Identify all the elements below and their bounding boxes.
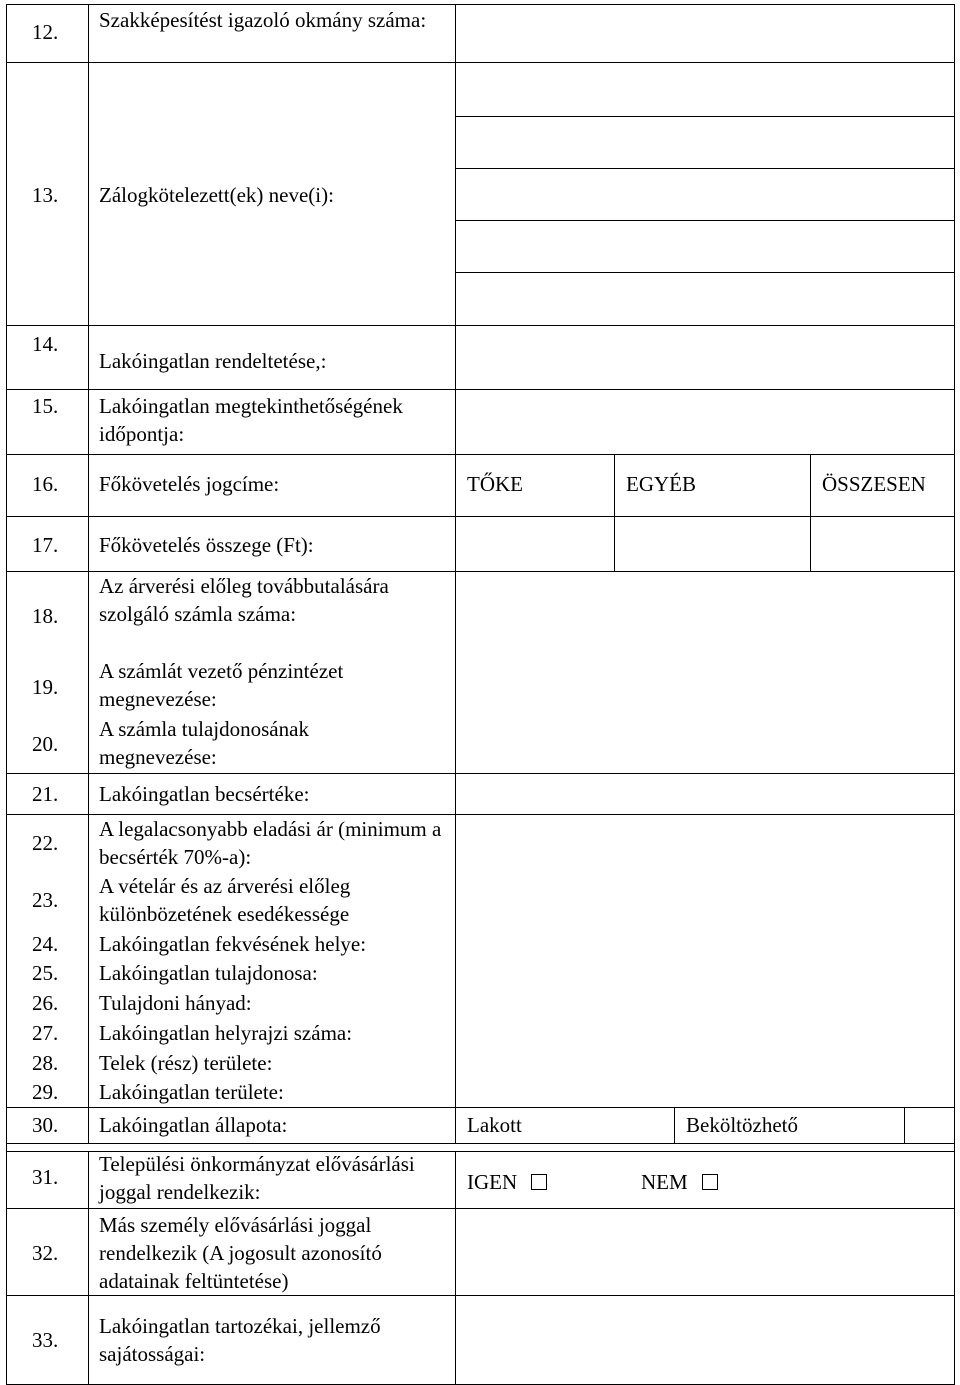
- row-23-label: A vételár és az árverési előleg különbözetének esedékessége: [99, 874, 351, 926]
- row-19-label: A számlát vezető pénzintézet megnevezése:: [99, 659, 344, 711]
- row-24-number: 24.: [32, 932, 59, 956]
- row-13-value-field[interactable]: [456, 63, 954, 325]
- row-15-value-field[interactable]: [456, 390, 954, 454]
- row-16-number: 16.: [32, 472, 59, 496]
- row-28-number: 28.: [32, 1051, 59, 1075]
- row-18-label: Az árverési előleg továbbutalására szolgáló számla száma:: [99, 574, 389, 626]
- row-17-label: Főkövetelés összege (Ft):: [99, 533, 314, 557]
- row-29-label: Lakóingatlan területe:: [99, 1080, 284, 1104]
- row-14-number: 14.: [32, 332, 59, 356]
- row-30-number: 30.: [32, 1113, 59, 1137]
- row-24-label: Lakóingatlan fekvésének helye:: [99, 932, 367, 956]
- row-18-number: 18.: [32, 604, 59, 628]
- row-33-label: Lakóingatlan tartozékai, jellemző sajátosságai:: [99, 1314, 381, 1366]
- row-33-value-field[interactable]: [456, 1296, 954, 1384]
- row-32-value-field[interactable]: [456, 1209, 954, 1295]
- row-13-number: 13.: [32, 183, 59, 207]
- row-25-label: Lakóingatlan tulajdonosa:: [99, 961, 318, 985]
- row-30-extra-cell[interactable]: [905, 1108, 954, 1143]
- row-21-label: Lakóingatlan becsértéke:: [99, 782, 310, 806]
- row-27-number: 27.: [32, 1021, 59, 1045]
- row-32-number: 32.: [32, 1241, 59, 1265]
- row-33-number: 33.: [32, 1328, 59, 1352]
- egyeb-amount-field[interactable]: [615, 517, 810, 571]
- header-egyeb: EGYÉB: [626, 472, 696, 496]
- row-26-label: Tulajdoni hányad:: [99, 991, 252, 1015]
- row-29-number: 29.: [32, 1080, 59, 1104]
- row-14-label: Lakóingatlan rendeltetése,:: [99, 349, 327, 373]
- row-19-number: 19.: [32, 675, 59, 699]
- row-12-number: 12.: [32, 20, 59, 44]
- row-20-number: 20.: [32, 732, 59, 756]
- option-lakott[interactable]: Lakott: [467, 1113, 522, 1137]
- igen-checkbox[interactable]: [531, 1174, 547, 1190]
- row-22-number: 22.: [32, 831, 59, 855]
- option-bekoltozheto[interactable]: Beköltözhető: [686, 1113, 798, 1137]
- option-nem-label: NEM: [641, 1170, 688, 1194]
- row-15-number: 15.: [32, 394, 59, 418]
- option-igen[interactable]: [467, 1168, 547, 1196]
- row-31-label: Települési önkormányzat elővásárlási joggal rendelkezik:: [99, 1152, 415, 1204]
- option-igen-label: IGEN: [467, 1170, 518, 1194]
- row-31-number: 31.: [32, 1165, 59, 1189]
- row-22-label: A legalacsonyabb eladási ár (minimum a becsérték 70%-a):: [99, 817, 442, 869]
- row-14-value-field[interactable]: [456, 326, 954, 389]
- row-16-label: Főkövetelés jogcíme:: [99, 472, 280, 496]
- row-13-label: Zálogkötelezett(ek) neve(i):: [99, 183, 334, 207]
- option-nem[interactable]: [641, 1168, 718, 1196]
- row-21-number: 21.: [32, 782, 59, 806]
- row-12-label: Szakképesítést igazoló okmány száma:: [99, 8, 427, 32]
- header-toke: TŐKE: [467, 472, 523, 496]
- row-23-number: 23.: [32, 888, 59, 912]
- toke-amount-field[interactable]: [456, 517, 614, 571]
- row-28-label: Telek (rész) területe:: [99, 1051, 273, 1075]
- rows-18-20-value-field[interactable]: [456, 572, 954, 773]
- nem-checkbox[interactable]: [702, 1174, 718, 1190]
- header-osszesen: ÖSSZESEN: [822, 472, 926, 496]
- row-25-number: 25.: [32, 961, 59, 985]
- row-26-number: 26.: [32, 991, 59, 1015]
- osszesen-amount-field[interactable]: [811, 517, 954, 571]
- row-12-value-field[interactable]: [456, 5, 954, 62]
- row-17-number: 17.: [32, 533, 59, 557]
- row-27-label: Lakóingatlan helyrajzi száma:: [99, 1021, 353, 1045]
- row-32-label: Más személy elővásárlási joggal rendelkezik (A jogosult azonosító adatainak feltüntetése): [99, 1213, 382, 1293]
- row-15-label: Lakóingatlan megtekinthetőségének időpontja:: [99, 394, 403, 446]
- row-30-label: Lakóingatlan állapota:: [99, 1113, 288, 1137]
- row-21-value-field[interactable]: [456, 774, 954, 814]
- row-20-label: A számla tulajdonosának megnevezése:: [99, 717, 309, 769]
- rows-22-29-value-field[interactable]: [456, 815, 954, 1107]
